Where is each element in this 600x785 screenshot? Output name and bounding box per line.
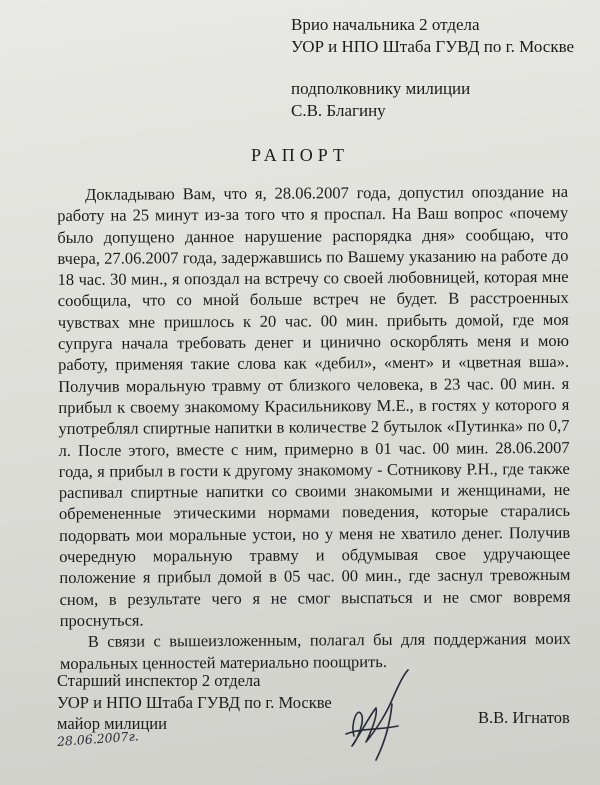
addressee-name: С.В. Благину xyxy=(291,100,386,120)
addressee-rank: подполковнику милиции xyxy=(291,79,471,98)
report-paragraph-main: Докладываю Вам, что я, 28.06.2007 года, допустил опоздание на работу на 25 минут из-за того что я проспал. На Ваш вопрос «почему было допущено данное нарушение распорядка дня» сообщаю, что вчера, 27.06.2007 года, задержавшись по Вашему указанию на работе до 18 час. 30 мин., я опоздал на встречу со своей любовницей, которая мне сообщила, что со мной больше встреч не будет. В расстроенных чувствах мне пришлось к 20 час. 00 мин. прибыть домой, где моя супруга начала требовать денег и цинично оскорблять меня и мою работу, применяя такие слова как «дебил», «мент» и «цветная вша». Получив моральную травму от близкого человека, в 23 час. 00 мин. я прибыл к своему знакомому Красильникову М.Е., в гостях у которого я употреблял спиртные напитки в количестве 2 бутылок «Путинка» по 0,7 л. После этого, вместе с ним, примерно в 01 час. 00 мин. 28.06.2007 года, я прибыл в гости к другому знакомому - Сотникову Р.Н., где также распивал спиртные напитки со своими знакомыми и женщинами, не обремененные этическими нормами поведения, которые старались подорвать мои моральные устои, но у меня не хватило денег. Получив очередную моральную травму и обдумывая свое удручающее положение я прибыл домой в 05 час. 00 мин., где заснул тревожным сном, в результате чего я не смог выспаться и не смог вовремя проснуться. xyxy=(57,181,571,630)
handwritten-date: 28.06.2007г. xyxy=(56,728,140,749)
report-body xyxy=(57,181,571,674)
report-paragraph-conclusion: В связи с вышеизложенным, полагал бы для поддержания моих моральных ценностей материально поощрить. xyxy=(59,629,571,673)
addressee-department: УОР и НПО Штаба ГУВД по г. Москве xyxy=(291,36,575,56)
addressee-spacer xyxy=(291,57,574,78)
signer-block xyxy=(57,670,332,735)
signer-rank: майор милиции xyxy=(57,714,167,733)
signer-department: УОР и НПО Штаба ГУВД по г. Москве xyxy=(57,692,332,712)
addressee-position: Врио начальника 2 отдела xyxy=(291,15,480,34)
addressee-block xyxy=(291,14,574,121)
signer-position: Старший инспектор 2 отдела xyxy=(57,671,261,690)
document-title: РАПОРТ xyxy=(251,145,349,165)
signer-name: В.В. Игнатов xyxy=(478,708,570,727)
handwritten-signature xyxy=(336,664,426,764)
